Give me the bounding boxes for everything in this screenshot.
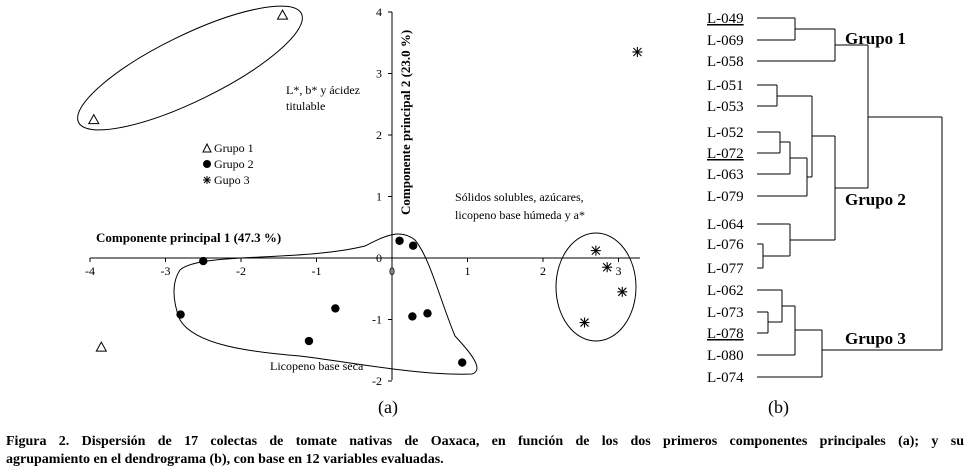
annotation-titulable: titulable bbox=[286, 99, 326, 113]
point-grupo-3 bbox=[632, 47, 642, 57]
leaf-label: L-069 bbox=[707, 33, 744, 49]
x-tick-label: -3 bbox=[160, 264, 171, 278]
annotation-licopeno-humeda: licopeno base húmeda y a* bbox=[455, 208, 585, 222]
leaf-label: L-078 bbox=[707, 326, 744, 342]
leaf-label: L-058 bbox=[707, 54, 744, 70]
scatter-panel bbox=[64, 0, 642, 418]
y-tick-label: -2 bbox=[372, 374, 382, 388]
legend-triangle-icon bbox=[203, 144, 211, 152]
x-tick-label: 3 bbox=[615, 264, 622, 278]
leaf-label: L-062 bbox=[707, 283, 744, 299]
point-grupo-1 bbox=[96, 342, 106, 351]
y-tick-label: 3 bbox=[376, 66, 382, 81]
leaf-label: L-076 bbox=[707, 237, 744, 253]
point-grupo-2 bbox=[409, 242, 417, 250]
grupo-2-outline bbox=[174, 234, 477, 374]
leaf-label: L-072 bbox=[707, 146, 744, 162]
point-grupo-3 bbox=[580, 318, 590, 328]
caption-line-2: agrupamiento en el dendrograma (b), con base en 12 variables evaluadas. bbox=[6, 452, 444, 467]
data-points bbox=[89, 10, 643, 367]
leaf-label: L-064 bbox=[707, 217, 744, 233]
leaf-label: L-074 bbox=[707, 370, 744, 386]
point-grupo-2 bbox=[176, 310, 184, 318]
point-grupo-3 bbox=[591, 246, 601, 256]
leaf-label: L-051 bbox=[707, 78, 744, 94]
x-ticks bbox=[85, 258, 622, 278]
annotation-solidos: Sólidos solubles, azúcares, bbox=[455, 190, 584, 204]
y-tick-label: 1 bbox=[376, 189, 382, 204]
x-tick-label: -1 bbox=[311, 264, 322, 278]
y-tick-label: 2 bbox=[376, 128, 382, 142]
y-tick-label: 4 bbox=[376, 5, 382, 19]
point-grupo-2 bbox=[458, 358, 466, 366]
point-grupo-3 bbox=[602, 262, 612, 272]
leaf-label: L-052 bbox=[707, 125, 744, 141]
group-label-2: Grupo 2 bbox=[845, 190, 906, 209]
point-grupo-2 bbox=[423, 309, 431, 317]
x-tick-label: -4 bbox=[85, 264, 95, 278]
x-tick-label: -2 bbox=[236, 264, 246, 278]
legend bbox=[203, 141, 254, 187]
y-axis-title: Componente principal 2 (23.0 %) bbox=[398, 29, 413, 215]
leaf-label: L-079 bbox=[707, 189, 744, 205]
group-label-3: Grupo 3 bbox=[845, 329, 906, 348]
x-axis-title: Componente principal 1 (47.3 %) bbox=[96, 230, 282, 245]
legend-dot-icon bbox=[203, 160, 211, 168]
leaf-label: L-053 bbox=[707, 99, 744, 115]
point-grupo-2 bbox=[305, 337, 313, 345]
x-tick-label: 1 bbox=[464, 264, 471, 278]
leaf-label: L-063 bbox=[707, 167, 744, 183]
point-grupo-1 bbox=[89, 115, 99, 124]
grupo-1-ellipse bbox=[64, 0, 316, 152]
dendrogram-leaves bbox=[707, 11, 744, 386]
legend-label-grupo-1: Grupo 1 bbox=[214, 141, 254, 155]
figure-caption bbox=[6, 433, 964, 469]
point-grupo-2 bbox=[199, 257, 207, 265]
x-tick-label: 0 bbox=[389, 264, 395, 278]
panel-label-a: (a) bbox=[378, 397, 398, 417]
annotation-licopeno-seca: Licopeno base seca bbox=[270, 359, 364, 373]
point-grupo-2 bbox=[395, 237, 403, 245]
y-tick-label: 0 bbox=[376, 251, 382, 265]
point-grupo-3 bbox=[617, 287, 627, 297]
annotation-lb-acidez: L*, b* y ácidez bbox=[286, 83, 360, 97]
leaf-label: L-080 bbox=[707, 348, 744, 364]
panel-label-b: (b) bbox=[768, 397, 789, 417]
point-grupo-1 bbox=[278, 10, 288, 19]
y-tick-label: -1 bbox=[372, 312, 382, 327]
leaf-label: L-049 bbox=[707, 11, 744, 27]
legend-asterisk-icon bbox=[203, 176, 211, 184]
y-ticks bbox=[372, 5, 392, 388]
legend-label-grupo-2: Grupo 2 bbox=[214, 157, 254, 171]
point-grupo-2 bbox=[408, 312, 416, 320]
caption-line-1: Figura 2. Dispersión de 17 colectas de tomate nativas de Oaxaca, en función de los dos primeros componentes principales (a); y su bbox=[6, 434, 964, 449]
point-grupo-2 bbox=[331, 304, 339, 312]
leaf-label: L-073 bbox=[707, 305, 744, 321]
x-tick-label: 2 bbox=[540, 264, 546, 278]
group-label-1: Grupo 1 bbox=[845, 29, 906, 48]
dendrogram-panel bbox=[707, 11, 942, 418]
legend-label-grupo-3: Gupo 3 bbox=[214, 173, 250, 187]
leaf-label: L-077 bbox=[707, 261, 744, 277]
